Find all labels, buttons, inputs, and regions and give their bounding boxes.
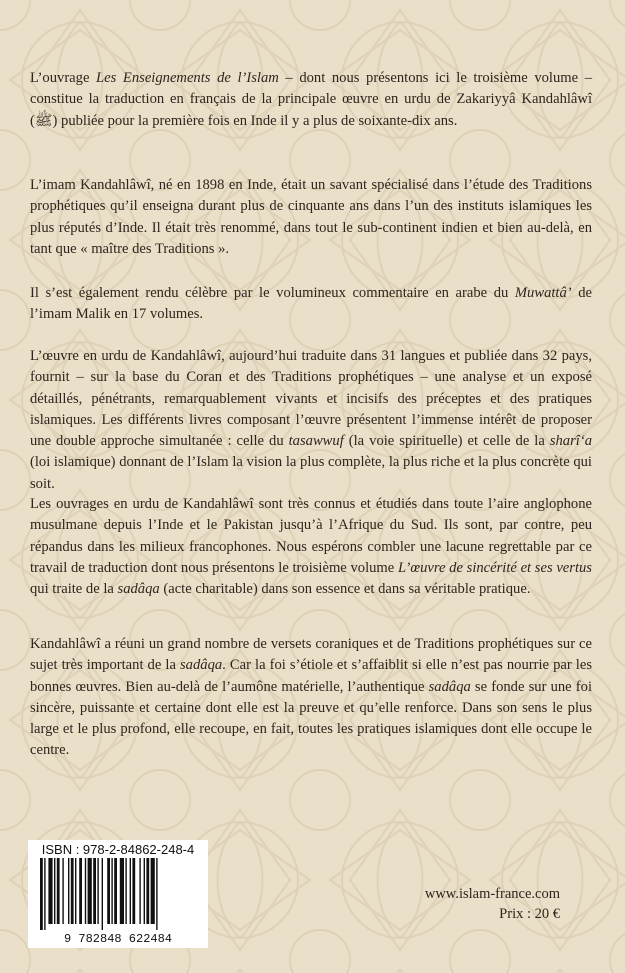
text-segment: qui traite de la [30,581,118,598]
barcode-bar [44,858,45,930]
paragraph-5 [30,494,592,600]
isbn-label: ISBN : 978-2-84862-248-4 [41,842,195,857]
italic-term: Muwattâ’ [514,285,572,301]
italic-term: sadâqa [180,657,223,674]
italic-term: tasawwuf [288,433,344,450]
italic-term: sadâqa [117,581,160,598]
barcode-bar [146,858,149,924]
publisher-info [380,884,560,924]
text-segment: . Car la foi s’étiole et s’affaiblit si elle n’est pas nourrie par les bonnes œuvres. Bien au-delà de l’aumône matérielle, l’authentique [30,657,592,695]
barcode-bar [151,858,155,924]
text-segment: Il s’est également rendu célèbre par le volumineux commentaire en arabe du [30,285,515,301]
barcode-bar [156,858,157,930]
barcode-bar [88,858,92,924]
text-segment: (la voie spirituelle) et celle de la [343,433,550,450]
paragraph-1 [30,68,592,132]
paragraph-3 [30,283,592,326]
barcode-bar [102,858,103,930]
barcode-bar [97,858,98,924]
italic-term: sharî‘a [549,433,592,450]
text-segment: L’imam Kandahlâwî, né en 1898 en Inde, était un savant spécialisé dans l’étude des Traditions prophétiques qu’il enseigna durant plus de cinquante ans dans l’un des instituts islamiques les plus réputés d’Inde. Il était très renommé, dans tout le sub-continent indien et bien au-delà, en tant que « maître des Traditions ». [30,177,592,257]
barcode-bar [71,858,74,924]
barcode-bar [62,858,63,924]
barcode-bar [85,858,86,924]
price-label: Prix : 20 € [499,906,560,922]
text-segment: – dont nous présentons ici le troisième volume – constitue la traduction en français de la principale œuvre en urdu de Zakariyyâ Kandahlâwî (ﷺ) publiée pour la première fois en Inde il y a plus de soixante-dix ans. [30,70,592,129]
barcode-bar [54,858,55,924]
website-link[interactable]: www.islam-france.com [424,886,560,902]
barcode-bar [68,858,69,924]
barcode-digits: 9 782848 622484 [63,932,173,944]
barcode-bar [48,858,52,924]
barcode-bar [75,858,76,924]
paragraph-6 [30,634,592,762]
italic-term: sadâqa [428,678,471,695]
text-segment: L’œuvre en urdu de Kandahlâwî, aujourd’hui traduite dans 31 langues et publiée dans 32 pays, fournit – sur la base du Coran et des Traditions prophétiques – une analyse et un exposé détaillés, pénétrants, remarquablement vivants et incisifs des préceptes et des pratiques islamiques. Les différents livres composant l’œuvre présentent l’immense intérêt de proposer une double approche simultanée : celle du [30,348,592,450]
text-segment: Les ouvrages en urdu de Kandahlâwî sont très connus et étudiés dans toute l’aire anglophone musulmane depuis l’Inde et le Pakistan jusqu’à l’Afrique du Sud. Ils sont, par contre, peu répandus dans les milieux francophones. Nous espérons combler une lacune regrettable par ce travail de traduction dont nous présentons le troisième volume [30,496,592,576]
barcode-bar [125,858,126,924]
italic-term: L’œuvre de sincérité et ses vertus [397,559,592,576]
italic-term: Les Enseignements de l’Islam [96,70,279,86]
text-segment: Kandahlâwî a réuni un grand nombre de versets coraniques et de Traditions prophétiques sur ce sujet très important de la [30,636,592,674]
paragraph-4 [30,346,592,495]
barcode-image [32,858,204,944]
barcode-bar [139,858,140,924]
paragraph-2 [30,175,592,260]
barcode-bar [114,858,117,924]
barcode-bar [93,858,96,924]
barcode-bar [130,858,131,924]
barcode-bar [57,858,60,924]
text-segment: (acte charitable) dans son essence et dans sa véritable pratique. [159,581,531,598]
barcode-bar [107,858,110,924]
isbn-barcode-block [28,840,208,948]
barcode-bar [111,858,112,924]
text-segment: de l’imam Malik en 17 volumes. [30,285,592,323]
barcode-bar [79,858,82,924]
text-segment: se fonde sur une foi sincère, puissante et certaine dont elle est la preuve et qu’elle renforce. Dans son sens le plus large et le plus profond, elle recoupe, en fait, toutes les pratiques islamiques dont elle occupe le centre. [30,678,592,759]
text-segment: (loi islamique) donnant de l’Islam la vision la plus complète, la plus riche et la plus concrète qui soit. [30,454,592,492]
text-segment: L’ouvrage [30,70,97,86]
barcode-bar [132,858,135,924]
barcode-bar [40,858,43,930]
barcode-bar [144,858,145,924]
barcode-bar [120,858,124,924]
